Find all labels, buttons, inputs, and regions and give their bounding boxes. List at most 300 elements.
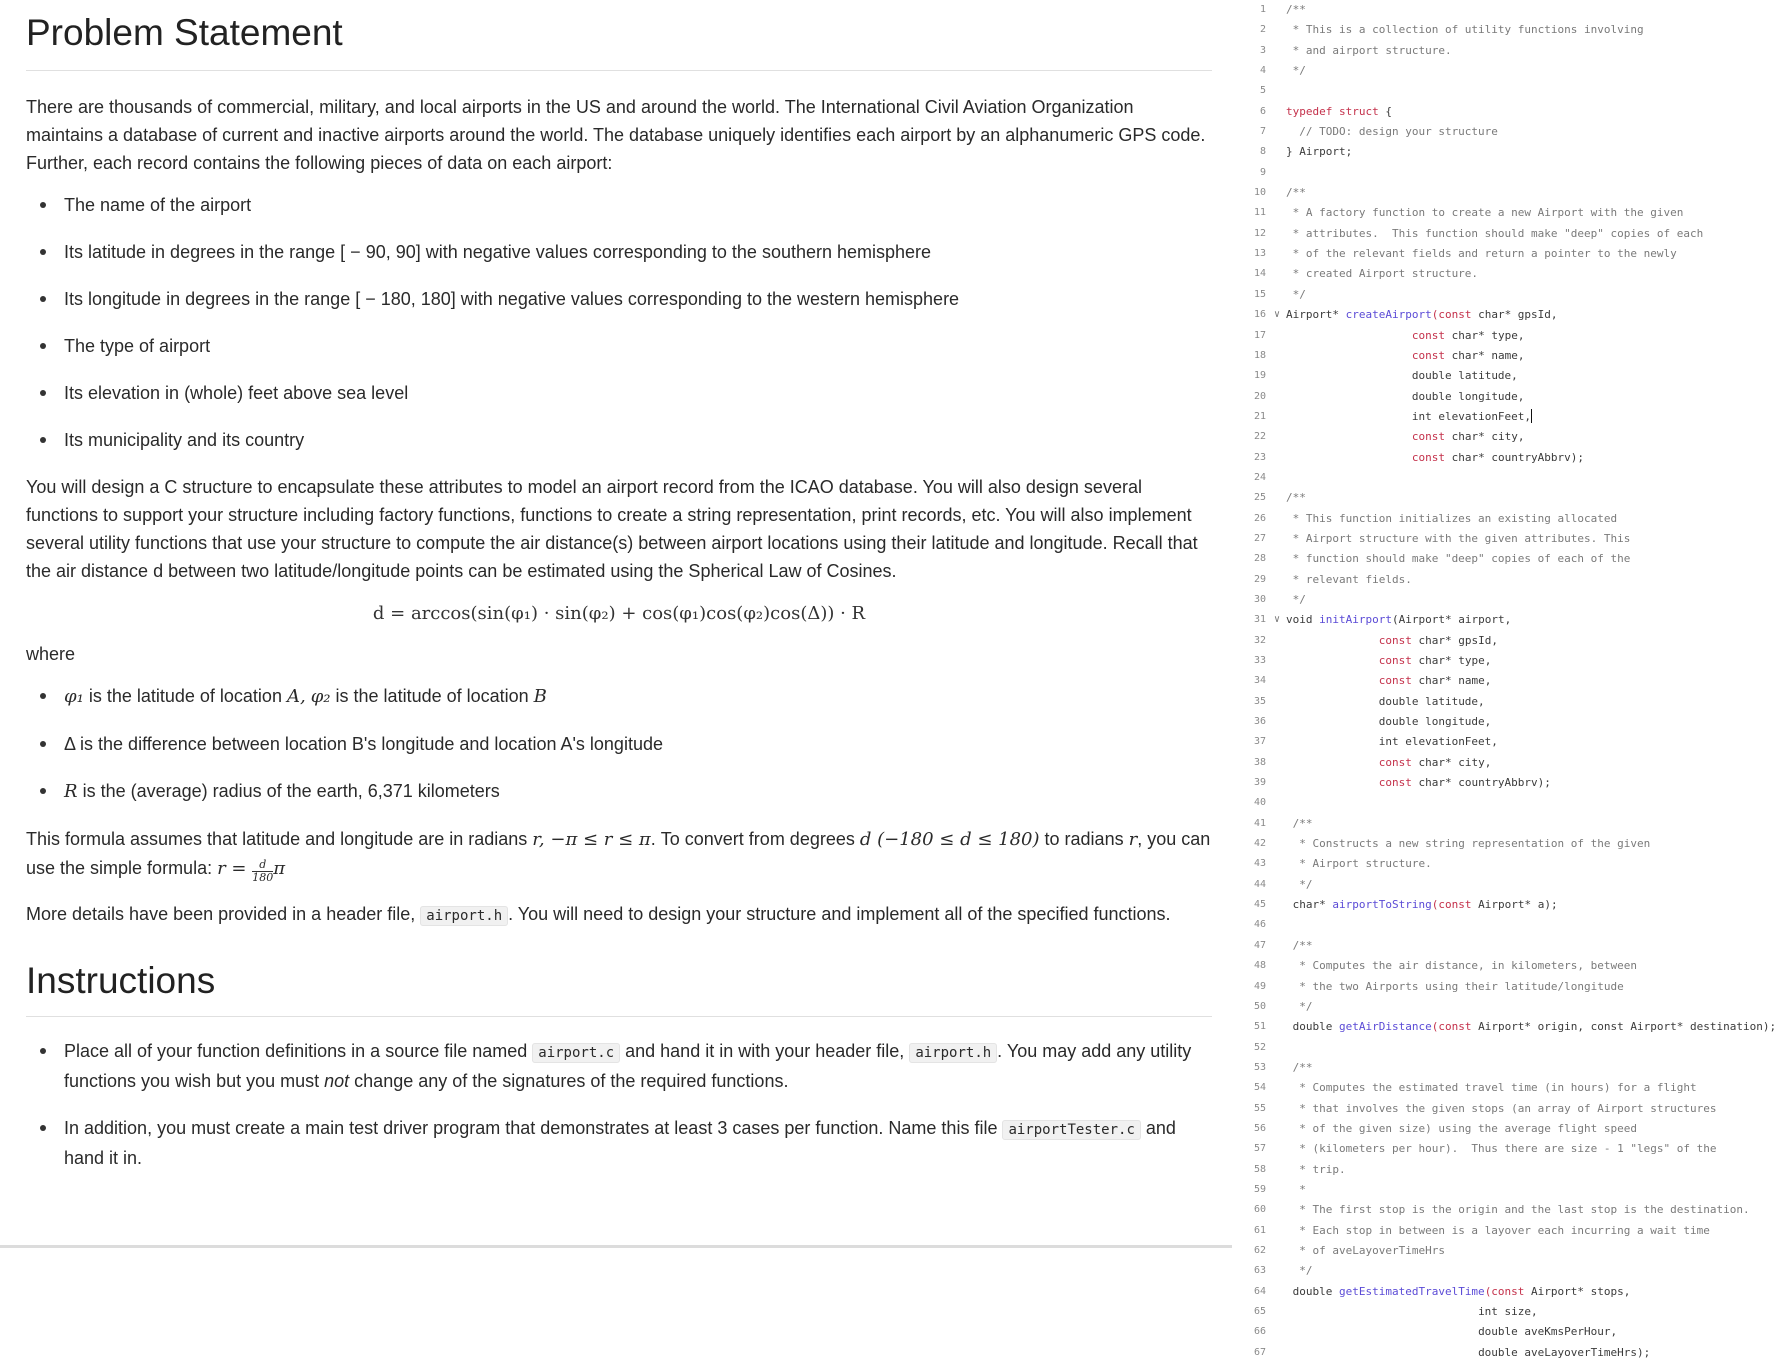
- code-token: double latitude,: [1378, 694, 1485, 708]
- code-line: [1232, 0, 1774, 20]
- text-span: In addition, you must create a main test driver program that demonstrates at least 3 cases per function. Name this file: [64, 1118, 1003, 1138]
- code-line: [1232, 895, 1774, 915]
- code-text: [1286, 753, 1491, 773]
- line-number: 37: [1253, 736, 1266, 748]
- code-line: [1232, 915, 1774, 935]
- line-number: 62: [1253, 1244, 1266, 1256]
- code-line: [1232, 244, 1774, 264]
- line-number: 6: [1259, 105, 1266, 117]
- line-number: 46: [1253, 919, 1266, 931]
- code-token: Airport* stops,: [1524, 1284, 1631, 1298]
- line-number: 34: [1253, 675, 1266, 687]
- code-text: [1286, 651, 1491, 671]
- code-text: [1286, 1078, 1697, 1098]
- tester-filename: airportTester.c: [1002, 1120, 1140, 1140]
- line-number: 48: [1253, 960, 1266, 972]
- fold-chevron-icon[interactable]: ∨: [1274, 614, 1281, 626]
- code-line: [1232, 1302, 1774, 1322]
- code-line: [1232, 997, 1774, 1017]
- line-number: 1: [1259, 4, 1266, 15]
- list-item: The name of the airport: [26, 191, 1212, 219]
- code-text: [1286, 142, 1352, 162]
- line-number: 41: [1253, 817, 1266, 829]
- code-line: [1232, 285, 1774, 305]
- code-text: [1286, 448, 1584, 468]
- instructions-title: Instructions: [26, 960, 1212, 1017]
- code-text: [1286, 1099, 1716, 1119]
- keyword: (const: [1431, 898, 1472, 912]
- comment: * of the given size) using the average flight speed: [1292, 1121, 1637, 1135]
- code-text: [1286, 41, 1452, 61]
- line-number: 31: [1253, 614, 1266, 626]
- formula-lhs: r =: [217, 858, 253, 879]
- comment: */: [1286, 287, 1306, 301]
- line-number: 64: [1253, 1285, 1266, 1297]
- code-token: Airport* a);: [1471, 898, 1558, 912]
- list-item-text: is the latitude of location: [330, 686, 534, 706]
- code-line: [1232, 20, 1774, 40]
- code-line: [1232, 183, 1774, 203]
- code-token: char* name,: [1444, 348, 1525, 362]
- phi2-symbol: φ₂: [310, 686, 331, 707]
- comment: *: [1292, 1182, 1306, 1196]
- line-number: 21: [1253, 410, 1266, 422]
- line-number: 35: [1253, 695, 1266, 707]
- line-number: 3: [1259, 44, 1266, 56]
- line-number: 27: [1253, 532, 1266, 544]
- line-number: 15: [1253, 288, 1266, 300]
- code-text: [1286, 326, 1524, 346]
- code-text: [1286, 529, 1630, 549]
- keyword: (const: [1484, 1284, 1525, 1298]
- code-text: [1286, 509, 1617, 529]
- code-line: [1232, 753, 1774, 773]
- text-span: . You will need to design your structure and implement all of the specified functions.: [508, 904, 1171, 924]
- comment: */: [1292, 877, 1313, 891]
- code-text: [1286, 732, 1498, 752]
- comment: * Each stop in between is a layover each incurring a wait time: [1292, 1223, 1710, 1237]
- code-line: [1232, 122, 1774, 142]
- phi1-symbol: φ₁: [64, 686, 84, 707]
- keyword: const: [1378, 633, 1412, 647]
- text-span: , you can use the simple formula:: [26, 829, 1211, 878]
- line-number: 44: [1253, 878, 1266, 890]
- code-line: [1232, 326, 1774, 346]
- code-text: [1286, 102, 1392, 122]
- code-token: {: [1378, 104, 1392, 118]
- comment: * Constructs a new string representation of the given: [1292, 837, 1651, 851]
- code-token: char* city,: [1411, 755, 1492, 769]
- line-number: 52: [1253, 1041, 1266, 1053]
- line-number: 16: [1253, 309, 1266, 321]
- code-text: [1286, 671, 1491, 691]
- code-line: [1232, 1058, 1774, 1078]
- line-number: 54: [1253, 1082, 1266, 1094]
- line-number: 42: [1253, 838, 1266, 850]
- code-line: [1232, 671, 1774, 691]
- line-number: 45: [1253, 899, 1266, 911]
- code-token: char* name,: [1411, 674, 1492, 688]
- keyword: (const: [1431, 308, 1472, 322]
- code-line: [1232, 1322, 1774, 1342]
- keyword: const: [1411, 430, 1445, 444]
- function-name: airportToString: [1332, 898, 1432, 912]
- location-b-symbol: B: [533, 686, 547, 707]
- instructions-list: [26, 1037, 1212, 1172]
- code-line: [1232, 305, 1774, 325]
- comment: * Airport structure.: [1292, 857, 1432, 871]
- line-number: 13: [1253, 248, 1266, 260]
- code-line: [1232, 610, 1774, 630]
- code-line: [1232, 590, 1774, 610]
- line-number: 8: [1259, 146, 1266, 158]
- list-item: Its latitude in degrees in the range [ − 90, 90] with negative values corresponding to the southern hemisphere: [26, 238, 1212, 266]
- code-text: [1286, 122, 1498, 142]
- line-number: 57: [1253, 1143, 1266, 1155]
- keyword: const: [1378, 776, 1412, 790]
- list-item: [26, 1114, 1212, 1172]
- comment: * and airport structure.: [1286, 43, 1452, 57]
- code-token: char* type,: [1411, 654, 1492, 667]
- text-span: change any of the signatures of the required functions.: [349, 1071, 789, 1091]
- code-text: [1286, 936, 1313, 956]
- fold-chevron-icon[interactable]: ∨: [1274, 309, 1281, 321]
- fraction-numerator: d: [252, 859, 273, 872]
- line-number: 65: [1253, 1306, 1266, 1317]
- line-number: 39: [1253, 777, 1266, 789]
- comment: * (kilometers per hour). Thus there are size - 1 "legs" of the: [1292, 1142, 1717, 1156]
- line-number: 59: [1253, 1183, 1266, 1195]
- keyword: (const: [1431, 1020, 1472, 1034]
- code-text: [1286, 1343, 1650, 1363]
- line-number: 63: [1253, 1265, 1266, 1277]
- text-span: Place all of your function definitions in a source file named: [64, 1041, 533, 1061]
- code-line: [1232, 834, 1774, 854]
- comment: */: [1286, 64, 1306, 78]
- comment: /**: [1292, 1060, 1313, 1074]
- list-item: Its elevation in (whole) feet above sea level: [26, 379, 1212, 407]
- code-text: [1286, 773, 1551, 793]
- line-number: 67: [1253, 1346, 1266, 1358]
- code-text: [1286, 285, 1306, 305]
- comment: * relevant fields.: [1286, 572, 1412, 586]
- code-line: [1232, 793, 1774, 813]
- code-text: [1286, 366, 1518, 386]
- line-number: 26: [1253, 512, 1266, 524]
- comment: /**: [1286, 491, 1306, 505]
- code-text: [1286, 224, 1703, 244]
- comment: * trip.: [1292, 1162, 1346, 1176]
- line-number: 53: [1253, 1061, 1266, 1073]
- text-span: More details have been provided in a header file,: [26, 904, 421, 924]
- text-span: and hand it in.: [64, 1118, 1176, 1168]
- line-number: 49: [1253, 980, 1266, 992]
- comment: * Computes the air distance, in kilometers, between: [1292, 959, 1637, 973]
- comment: * The first stop is the origin and the last stop is the destination.: [1292, 1203, 1750, 1217]
- line-number: 32: [1253, 634, 1266, 646]
- line-number: 58: [1253, 1163, 1266, 1175]
- code-text: [1286, 1139, 1716, 1159]
- code-line: [1232, 1119, 1774, 1139]
- code-token: char* gpsId,: [1471, 308, 1558, 322]
- line-number: 38: [1253, 756, 1266, 768]
- header-filename: airport.h: [909, 1043, 997, 1063]
- list-item: Δ is the difference between location B's longitude and location A's longitude: [26, 730, 1212, 758]
- keyword: const: [1378, 654, 1412, 667]
- code-text: [1286, 834, 1650, 854]
- code-text: char* airportToString(const Airport* a);: [1292, 898, 1558, 912]
- list-item: [26, 1037, 1212, 1095]
- line-number: 12: [1253, 227, 1266, 239]
- code-line: [1232, 1221, 1774, 1241]
- code-token: } Airport;: [1286, 145, 1353, 159]
- code-line: [1232, 1282, 1774, 1302]
- comment: // TODO: design your structure: [1286, 125, 1498, 139]
- code-line: [1232, 875, 1774, 895]
- line-number: 22: [1253, 431, 1266, 443]
- line-number: 30: [1253, 593, 1266, 605]
- line-number: 20: [1253, 390, 1266, 402]
- keyword: const: [1411, 328, 1445, 342]
- function-name: getEstimatedTravelTime: [1338, 1284, 1485, 1298]
- code-token: int elevationFeet,: [1378, 735, 1498, 749]
- list-item: [26, 682, 1212, 711]
- code-text: [1286, 1160, 1346, 1180]
- line-number: 7: [1259, 126, 1266, 138]
- code-text: [1286, 1261, 1313, 1281]
- code-text: double getEstimatedTravelTime(const Airport* stops,: [1292, 1284, 1631, 1298]
- text-span: This formula assumes that latitude and longitude are in radians: [26, 829, 533, 849]
- code-line: [1232, 956, 1774, 976]
- code-text: [1286, 854, 1432, 874]
- code-line: [1232, 1099, 1774, 1119]
- comment: * created Airport structure.: [1286, 267, 1479, 281]
- code-token: double aveLayoverTimeHrs);: [1478, 1345, 1651, 1359]
- code-token: double latitude,: [1411, 369, 1518, 383]
- list-item: The type of airport: [26, 332, 1212, 360]
- code-text: [1286, 590, 1306, 610]
- code-line: [1232, 977, 1774, 997]
- code-token: char* city,: [1444, 430, 1525, 444]
- code-token: double longitude,: [1411, 389, 1525, 403]
- comment: * Airport structure with the given attributes. This: [1286, 531, 1631, 545]
- code-lines: [1232, 0, 1774, 1363]
- code-text: [1286, 1221, 1710, 1241]
- source-filename: airport.c: [532, 1043, 620, 1063]
- code-line: [1232, 142, 1774, 162]
- comment: * function should make "deep" copies of each of the: [1286, 552, 1631, 566]
- code-line: [1232, 1139, 1774, 1159]
- code-text: [1286, 488, 1306, 508]
- problem-title: Problem Statement: [26, 8, 1212, 71]
- comment: /**: [1292, 816, 1313, 830]
- line-number: 11: [1253, 207, 1266, 219]
- comment: * that involves the given stops (an array of Airport structures: [1292, 1101, 1717, 1115]
- code-line: [1232, 1160, 1774, 1180]
- line-number: 47: [1253, 939, 1266, 951]
- code-line: [1232, 1078, 1774, 1098]
- line-number: 10: [1253, 187, 1266, 199]
- conversion-fraction: [252, 859, 273, 884]
- line-number: 56: [1253, 1122, 1266, 1134]
- code-text: double getAirDistance(const Airport* origin, const Airport* destination);: [1292, 1020, 1776, 1034]
- code-line: [1232, 264, 1774, 284]
- code-text: [1286, 977, 1624, 997]
- code-line: [1232, 102, 1774, 122]
- list-item-text: is the latitude of location: [83, 686, 287, 706]
- code-line: [1232, 1017, 1774, 1037]
- line-number: 29: [1253, 573, 1266, 585]
- radians-paragraph: [26, 825, 1212, 884]
- line-number: 5: [1259, 85, 1266, 97]
- function-name: createAirport: [1345, 308, 1432, 322]
- comment: * This function initializes an existing allocated: [1286, 511, 1618, 525]
- code-line: [1232, 631, 1774, 651]
- code-text: [1286, 20, 1644, 40]
- code-text: [1286, 631, 1498, 651]
- text-span: . You may add any utility functions you wish but you must: [64, 1041, 1192, 1091]
- code-text: [1286, 264, 1478, 284]
- design-paragraph: You will design a C structure to encapsulate these attributes to model an airport record from the ICAO database. You will also design several functions to support your structure including factory functions, functions to create a string representation, print records, etc. You will also implement several utility functions that use your structure to compute the air distance(s) between airport locations using their latitude and longitude. Recall that the air distance d between two latitude/longitude points can be estimated using the Spherical Law of Cosines.: [26, 477, 1198, 581]
- code-line: [1232, 509, 1774, 529]
- code-text: void initAirport(Airport* airport,: [1286, 613, 1512, 627]
- function-name: initAirport: [1319, 613, 1392, 627]
- where-label: where: [26, 644, 76, 664]
- code-line: [1232, 854, 1774, 874]
- code-token: char* countryAbbrv);: [1444, 450, 1585, 464]
- code-text: [1286, 1119, 1637, 1139]
- comment: * This is a collection of utility functions involving: [1286, 23, 1644, 37]
- code-text: [1286, 997, 1313, 1017]
- code-line: [1232, 407, 1774, 427]
- code-token: int elevationFeet,: [1411, 409, 1532, 423]
- code-token: Airport* origin, const Airport* destination);: [1471, 1020, 1776, 1034]
- line-number: 28: [1253, 553, 1266, 565]
- code-line: [1232, 814, 1774, 834]
- emphasis: not: [324, 1071, 350, 1091]
- radian-symbol: r: [1128, 829, 1138, 850]
- code-token: double longitude,: [1378, 715, 1492, 729]
- code-line: [1232, 224, 1774, 244]
- radius-symbol: R: [64, 781, 78, 802]
- code-line: [1232, 1200, 1774, 1220]
- code-line: [1232, 41, 1774, 61]
- code-line: [1232, 1343, 1774, 1363]
- line-number: 51: [1253, 1021, 1266, 1033]
- code-text: [1286, 1322, 1617, 1342]
- line-number: 36: [1253, 716, 1266, 728]
- code-line: [1232, 732, 1774, 752]
- line-number: 17: [1253, 329, 1266, 341]
- code-editor[interactable]: [1232, 0, 1776, 1359]
- comment: /**: [1286, 186, 1306, 200]
- comment: */: [1292, 999, 1313, 1013]
- code-text: [1286, 549, 1630, 569]
- code-token: char* gpsId,: [1411, 633, 1498, 647]
- code-token: (Airport* airport,: [1391, 613, 1512, 627]
- code-line: [1232, 61, 1774, 81]
- comment: * the two Airports using their latitude/longitude: [1292, 979, 1624, 993]
- keyword: const: [1378, 674, 1412, 688]
- code-line: [1232, 570, 1774, 590]
- line-number: 33: [1253, 655, 1266, 666]
- code-line: [1232, 529, 1774, 549]
- code-line: [1232, 651, 1774, 671]
- text-cursor: [1531, 409, 1532, 423]
- code-text: [1286, 244, 1677, 264]
- intro-paragraph: There are thousands of commercial, military, and local airports in the US and around the world. The International Civil Aviation Organization maintains a database of current and inactive airports around the world. The database uniquely identifies each airport by an alphanumeric GPS code. Further, each record contains the following pieces of data on each airport:: [26, 97, 1206, 173]
- code-line: [1232, 488, 1774, 508]
- list-item: [26, 777, 1212, 806]
- code-text: [1286, 61, 1306, 81]
- code-line: [1232, 936, 1774, 956]
- code-line: [1232, 712, 1774, 732]
- line-number: 60: [1253, 1204, 1266, 1216]
- radian-range: r, −π ≤ r ≤ π: [532, 829, 651, 850]
- header-filename: airport.h: [420, 906, 508, 926]
- line-number: 40: [1253, 797, 1266, 809]
- code-text: [1286, 427, 1524, 447]
- line-number: 55: [1253, 1102, 1266, 1114]
- code-line: [1232, 468, 1774, 488]
- line-number: 4: [1259, 65, 1266, 77]
- code-text: [1286, 203, 1683, 223]
- code-line: [1232, 203, 1774, 223]
- comment: * Computes the estimated travel time (in hours) for a flight: [1292, 1081, 1697, 1095]
- attribute-list: [26, 191, 1212, 454]
- comment: */: [1292, 1264, 1313, 1278]
- keyword: typedef struct: [1286, 104, 1379, 118]
- comment: * of aveLayoverTimeHrs: [1292, 1243, 1445, 1257]
- line-number: 2: [1259, 24, 1266, 36]
- code-line: [1232, 549, 1774, 569]
- comment: /**: [1286, 3, 1306, 16]
- text-span: and hand it in with your header file,: [620, 1041, 910, 1061]
- code-text: [1286, 956, 1637, 976]
- code-text: Airport* createAirport(const char* gpsId,: [1286, 308, 1558, 322]
- list-item: Its municipality and its country: [26, 426, 1212, 454]
- list-item-text: is the (average) radius of the earth, 6,371 kilometers: [77, 781, 500, 801]
- function-name: getAirDistance: [1338, 1020, 1432, 1034]
- code-line: [1232, 692, 1774, 712]
- code-token: char* countryAbbrv);: [1411, 776, 1551, 790]
- code-text: [1286, 570, 1412, 590]
- comment: /**: [1292, 938, 1313, 952]
- code-line: [1232, 366, 1774, 386]
- line-number: 9: [1259, 166, 1266, 178]
- code-line: [1232, 387, 1774, 407]
- code-text: [1286, 875, 1313, 895]
- code-text: [1286, 1302, 1538, 1322]
- line-number: 23: [1253, 451, 1266, 463]
- code-token: double aveKmsPerHour,: [1478, 1325, 1618, 1339]
- keyword: const: [1411, 450, 1445, 464]
- header-paragraph: [26, 900, 1212, 930]
- comment: * of the relevant fields and return a pointer to the newly: [1286, 247, 1677, 261]
- text-span: . To convert from degrees: [650, 829, 860, 849]
- fraction-denominator: 180: [252, 871, 274, 884]
- code-token: int size,: [1478, 1305, 1538, 1318]
- line-number: 43: [1253, 858, 1266, 870]
- code-line: [1232, 1180, 1774, 1200]
- text-span: to radians: [1039, 829, 1129, 849]
- distance-equation: d = arccos(sin(φ₁) · sin(φ₂) + cos(φ₁)cos(φ₂)cos(Δ)) · R: [372, 603, 866, 624]
- code-text: [1286, 1058, 1313, 1078]
- code-text: [1286, 1200, 1750, 1220]
- location-a-symbol: A,: [286, 686, 306, 707]
- code-line: [1232, 81, 1774, 101]
- code-text: [1286, 387, 1524, 407]
